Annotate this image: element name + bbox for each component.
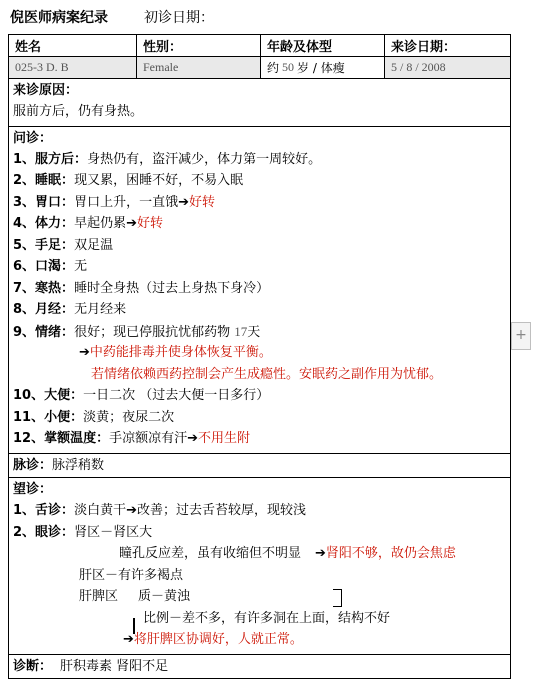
inquiry-item: [13, 278, 506, 300]
tongue-num: 1、: [13, 503, 36, 518]
tongue-text1: 淡白黄干: [74, 503, 127, 518]
item-text: 无: [74, 259, 88, 274]
name-label: 姓名: [15, 40, 42, 55]
eye-line-4: [13, 586, 506, 608]
eye-line-6: [13, 629, 506, 651]
inquiry-item: [13, 149, 506, 171]
item-note: 不用生附: [198, 431, 251, 446]
item-text: 双足温: [74, 237, 114, 253]
item-num: 17: [234, 323, 248, 339]
inquiry-item: [13, 170, 506, 192]
item-key: 睡眠：: [35, 173, 75, 188]
eye-pupil-note: 肾阳不够，故仍会焦虑: [325, 546, 456, 561]
item-number: 8、: [13, 302, 36, 317]
inquiry-item: [13, 213, 506, 235]
item-text: 早起仍累: [74, 216, 127, 231]
item-key: 小便：: [44, 409, 84, 425]
item-key: 月经：: [35, 302, 75, 317]
arrow-icon: ➔: [178, 194, 189, 210]
tongue-label: 舌诊：: [35, 503, 75, 518]
tongue-line: [13, 500, 506, 522]
gender-label: 性别：: [136, 35, 260, 56]
age-suffix: 岁 / 体瘦: [297, 61, 345, 75]
item-key: 情绪：: [35, 324, 75, 340]
item-text: 一日二次 （过去大便一日多行）: [83, 388, 270, 403]
item-key: 寒热：: [35, 280, 75, 296]
eye-label: 眼诊：: [35, 524, 75, 540]
inquiry-item: [13, 299, 506, 321]
pulse-text: 脉浮稍数: [52, 457, 105, 473]
item-text: 现又累，困睡不好，不易入眠: [74, 173, 244, 188]
item-key: 手足：: [35, 237, 75, 253]
item-number: 7、: [13, 280, 36, 296]
arrow-icon: ➔: [126, 503, 137, 518]
eye-line-1: [13, 522, 506, 544]
eye-line-3: 肝区－有许多褐点: [79, 567, 184, 583]
arrow-icon: ➔: [79, 345, 90, 360]
age-value: 50: [282, 60, 295, 74]
item-number: 9、: [13, 324, 36, 340]
inquiry-list: [13, 149, 506, 343]
arrow-icon: ➔: [187, 431, 199, 446]
arrow-icon: ➔: [315, 546, 326, 561]
expand-plus-button[interactable]: +: [511, 322, 531, 350]
inquiry-item: [13, 235, 506, 257]
item-number: 2、: [13, 173, 36, 188]
reason-section: [9, 78, 510, 126]
info-value-row: [9, 56, 510, 78]
age-label: 年龄及体型: [260, 35, 384, 56]
pulse-title: 脉诊：: [13, 457, 53, 473]
item-key: 服方后：: [35, 151, 88, 167]
name-value: 025-3 D. B: [15, 60, 69, 74]
pulse-section: [9, 453, 510, 478]
item-text: 睡时全身热（过去上身热下身冷）: [74, 280, 270, 296]
info-label-row: [9, 35, 510, 56]
diagnosis-title: 诊断：: [13, 658, 53, 674]
gender-field[interactable]: [136, 57, 260, 78]
eye-liver-note: 将肝脾区协调好，人就正常。: [133, 632, 303, 647]
inquiry-item: [13, 385, 506, 407]
visit-date-field[interactable]: [384, 57, 510, 78]
item-key: 胃口：: [35, 194, 75, 210]
item-key: 体力：: [35, 216, 75, 231]
reason-text: 服前方后，仍有身热。: [13, 104, 144, 119]
inquiry-title: 问诊：: [13, 130, 53, 146]
item-number: 12、: [13, 431, 45, 446]
first-visit-label: 初诊日期：: [144, 10, 214, 26]
observation-section: [9, 477, 510, 654]
item-note: 好转: [188, 194, 215, 210]
item-number: 10、: [13, 388, 45, 403]
inquiry-section: [9, 126, 510, 453]
record-header: [8, 0, 511, 34]
gender-value: Female: [143, 60, 179, 74]
item-key: 大便：: [44, 388, 84, 403]
item-number: 11、: [13, 409, 45, 425]
item-note: 好转: [136, 216, 163, 231]
inquiry-item: [13, 407, 506, 429]
record-table: [8, 34, 511, 679]
item-text: 手凉额凉有汗: [109, 431, 188, 446]
eye-kidney-text: 肾区－肾区大: [74, 524, 153, 540]
inquiry-item: [13, 256, 506, 278]
item-text: 淡黄；夜尿二次: [83, 409, 175, 425]
bracket-mark: [333, 589, 342, 607]
item-key: 掌额温度：: [44, 431, 110, 446]
name-field[interactable]: [9, 57, 136, 78]
item9-note-2: 若情绪依赖西药控制会产生成瘾性。安眠药之副作用为忧郁。: [91, 366, 443, 382]
item-text: 很好；现已停服抗忧郁药物: [74, 324, 231, 340]
liver-spleen-quality: 质－黄浊: [138, 589, 191, 604]
arrow-icon: ➔: [126, 216, 137, 231]
item-number: 3、: [13, 194, 36, 210]
item-number: 6、: [13, 259, 36, 274]
eye-line-2: [13, 543, 506, 565]
inquiry-item: [13, 428, 506, 450]
reason-title: 来诊原因：: [13, 83, 79, 98]
inquiry-list-2: [13, 385, 506, 450]
item-number: 4、: [13, 216, 36, 231]
visit-date-label: 来诊日期：: [384, 35, 510, 56]
tongue-text2: 改善；过去舌苔较厚，现较浅: [136, 503, 306, 518]
liver-spleen-label: 肝脾区: [79, 589, 119, 604]
inquiry-item: [13, 321, 506, 343]
item-unit: 天: [247, 324, 261, 340]
eye-num: 2、: [13, 524, 36, 540]
item-text: 无月经来: [74, 302, 127, 317]
record-title: 倪医师病案纪录: [10, 10, 108, 26]
diagnosis-section: [9, 654, 510, 679]
item-key: 口渴：: [35, 259, 75, 274]
item-text: 身热仍有，盗汗减少，体力第一周较好。: [87, 151, 322, 167]
item9-note-1: [13, 342, 506, 364]
visit-date-value: 5 / 8 / 2008: [391, 60, 446, 74]
case-record: [8, 0, 511, 679]
item-number: 5、: [13, 237, 36, 253]
item-text: 胃口上升，一直饿: [74, 194, 179, 210]
item-number: 1、: [13, 151, 36, 167]
eye-line-5: 比例－差不多，有许多洞在上面，结构不好: [143, 610, 391, 626]
arrow-icon: ➔: [123, 632, 134, 647]
text-cursor: [133, 618, 135, 634]
diagnosis-text: 肝积毒素 肾阳不足: [60, 658, 169, 674]
item9-note-1-text: 中药能排毒并使身体恢复平衡。: [89, 345, 272, 360]
eye-pupil-text: 瞳孔反应差，虽有收缩但不明显: [119, 546, 302, 561]
age-prefix: 约: [267, 61, 280, 75]
age-field[interactable]: [260, 57, 384, 78]
observation-title: 望诊：: [13, 482, 53, 497]
inquiry-item: [13, 192, 506, 214]
